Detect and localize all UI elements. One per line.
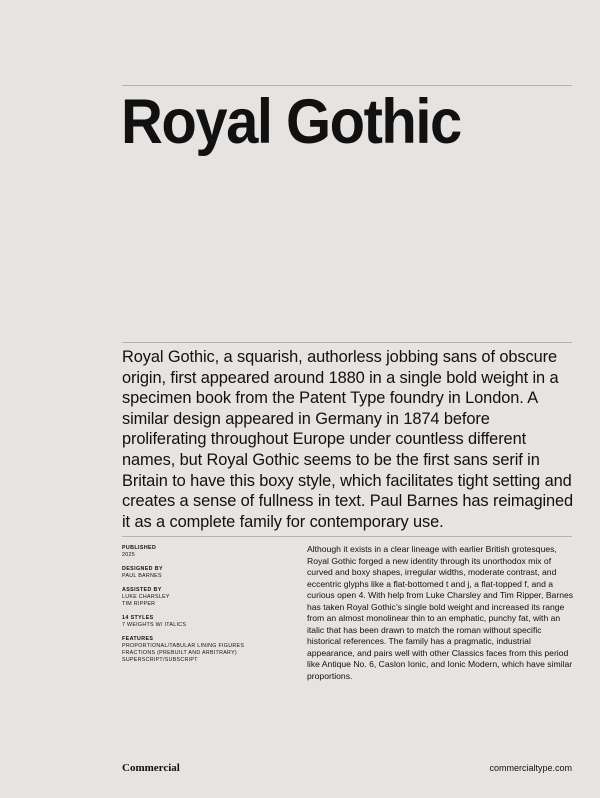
intro-rule (122, 342, 572, 343)
intro-paragraph: Royal Gothic, a squarish, authorless jobbing sans of obscure origin, first appeared around 1880 in a single bold weight in a specimen book from the Patent Type foundry in London. A similar design appeared in Germany in 1874 before proliferating throughout Europe under countless different names, but Royal Gothic seems to be the first sans serif in Britain to have this boxy style, which facilitates tight setting and creates a sense of fullness in text. Paul Barnes has reimagined it as a complete family for contemporary use. (122, 348, 574, 531)
assistant-2: TIM RIPPER (122, 601, 156, 607)
page-title: Royal Gothic (121, 86, 461, 157)
metadata-column (122, 545, 282, 671)
assistants-group (122, 587, 282, 608)
designer-group (122, 566, 282, 580)
commercial-logo: Commercial (122, 762, 180, 774)
features-label: FEATURES (122, 636, 154, 642)
published-label: PUBLISHED (122, 545, 157, 551)
designer-label: DESIGNED BY (122, 566, 163, 572)
published-group (122, 545, 282, 559)
feature-3: SUPERSCRIPT/SUBSCRIPT (122, 657, 198, 663)
published-value: 2025 (122, 552, 135, 558)
assistants-label: ASSISTED BY (122, 587, 162, 593)
styles-value: 7 WEIGHTS W/ ITALICS (122, 622, 187, 628)
designer-value: PAUL BARNES (122, 573, 162, 579)
feature-1: PROPORTIONAL/TABULAR LINING FIGURES (122, 643, 245, 649)
styles-label: 14 STYLES (122, 615, 154, 621)
styles-group (122, 615, 282, 629)
assistant-1: LUKE CHARSLEY (122, 594, 170, 600)
details-rule (122, 536, 572, 537)
website-link[interactable]: commercialtype.com (489, 763, 572, 773)
feature-2: FRACTIONS (PREBUILT AND ARBITRARY) (122, 650, 237, 656)
features-group (122, 636, 282, 664)
body-paragraph: Although it exists in a clear lineage with earlier British grotesques, Royal Gothic forged a new identity through its unorthodox mix of curved and boxy shapes, irregular widths, moderate contrast, and eccentric glyphs like a flat-bottomed t and j, a flat-topped f, and a curious open 4. With help from Luke Charsley and Tim Ripper, Barnes has taken Royal Gothic’s single bold weight and increased its range from an almost monolinear thin to an emphatic, punchy fat, with an italic that has been drawn to match the roman without specific historical references. The family has a pragmatic, industrial appearance, and pairs well with other Classics faces from this period like Antique No. 6, Caslon Ionic, and Ionic Modern, which have similar proportions. (307, 544, 574, 682)
